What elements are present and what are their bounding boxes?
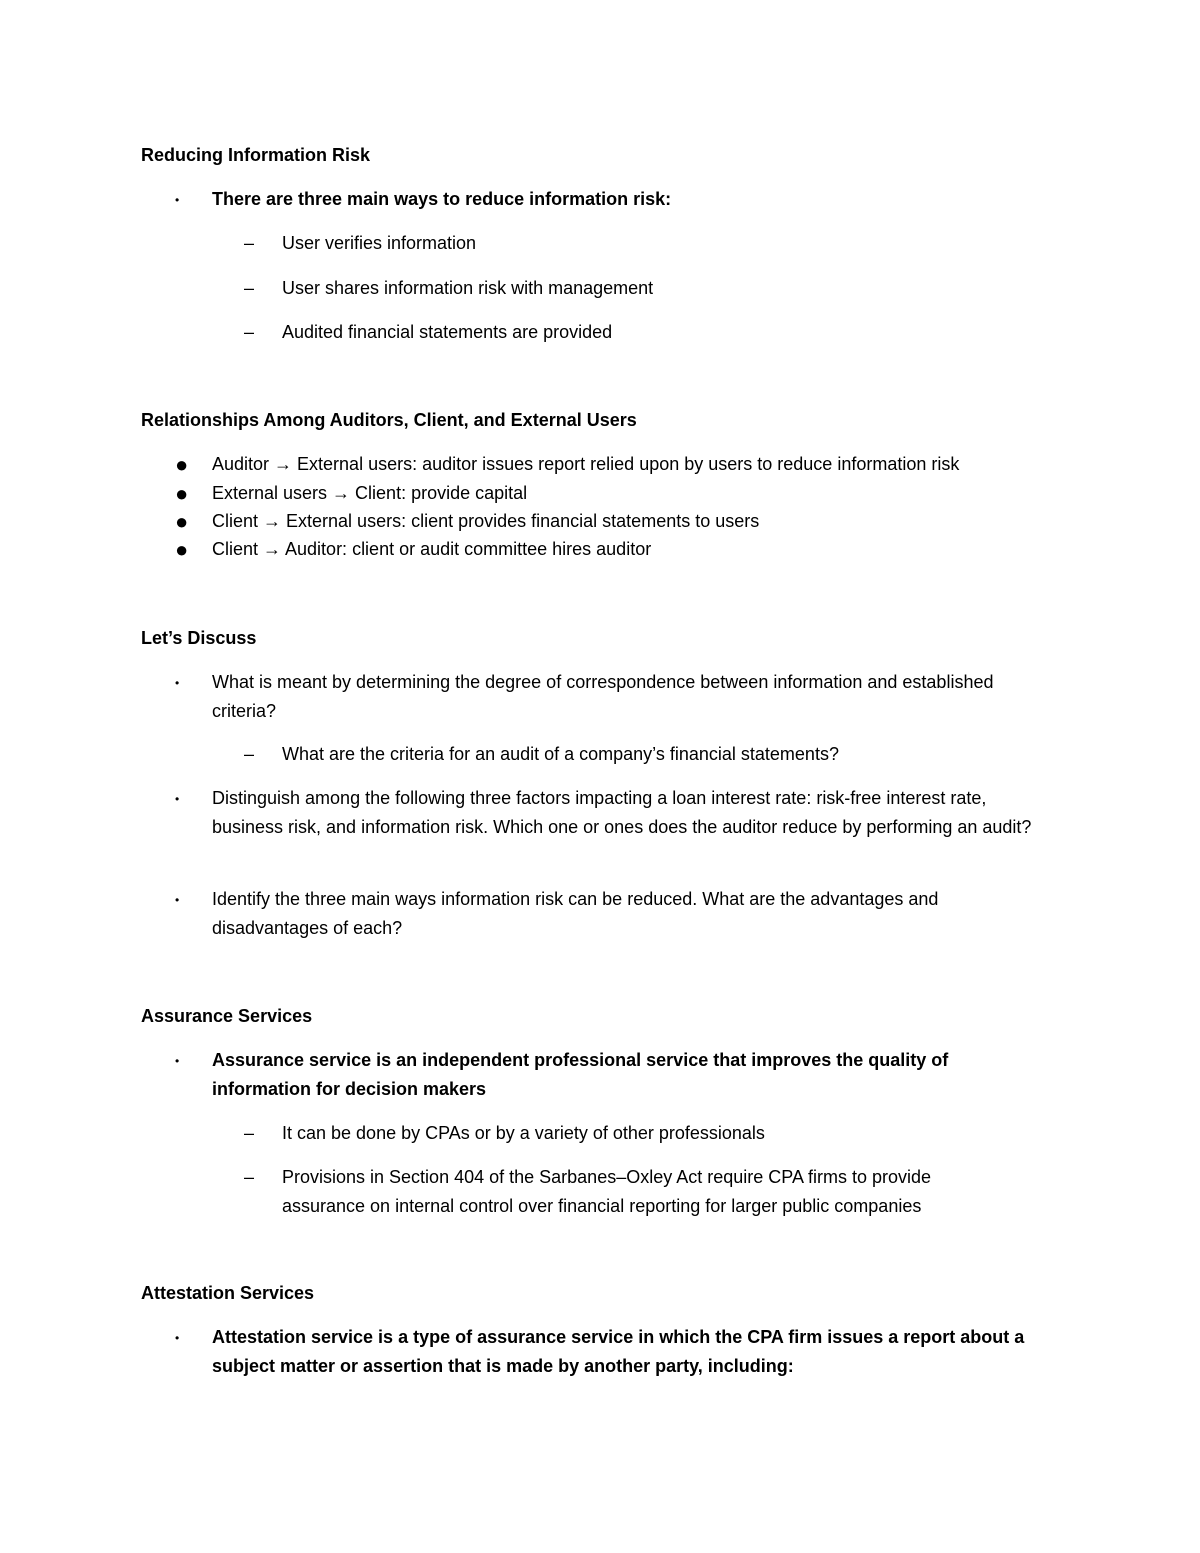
dash-marker: – xyxy=(244,744,255,764)
relationship-item-2: External users → Client: provide capital xyxy=(212,483,528,503)
assurance-sub-2: Provisions in Section 404 of the Sarbanes–Oxley Act require CPA firms to provide assurance on internal control over financial reporting for larger public companies xyxy=(282,1167,931,1216)
attestation-definition: Attestation service is a type of assurance service in which the CPA firm issues a report about a subject matter or assertion that is made by another party, including: xyxy=(212,1327,1025,1376)
reducing-item-2: User shares information risk with management xyxy=(282,278,654,298)
heading-attestation-services: Attestation Services xyxy=(141,1283,315,1303)
dash-marker: – xyxy=(244,233,255,253)
dash-marker: – xyxy=(244,1123,255,1143)
reducing-item-1: User verifies information xyxy=(282,233,477,253)
bullet-marker: ● xyxy=(175,537,189,562)
heading-reducing-information-risk: Reducing Information Risk xyxy=(141,145,371,165)
bullet-marker: • xyxy=(175,1331,180,1345)
heading-lets-discuss: Let’s Discuss xyxy=(141,628,257,648)
bullet-marker: • xyxy=(175,676,180,690)
relationship-item-1: Auditor → External users: auditor issues report relied upon by users to reduce information risk xyxy=(212,454,960,474)
assurance-definition: Assurance service is an independent professional service that improves the quality of information for decision makers xyxy=(212,1050,949,1099)
heading-assurance-services: Assurance Services xyxy=(141,1006,313,1026)
dash-marker: – xyxy=(244,322,255,342)
bullet-marker: ● xyxy=(175,481,189,506)
relationship-item-4: Client → Auditor: client or audit committee hires auditor xyxy=(212,539,652,559)
discuss-question-2: Distinguish among the following three factors impacting a loan interest rate: risk-free interest rate, business risk, and information risk. Which one or ones does the auditor reduce by performing an audit? xyxy=(212,788,1032,837)
bullet-marker: • xyxy=(175,893,180,907)
reducing-intro: There are three main ways to reduce information risk: xyxy=(212,189,672,209)
bullet-marker: ● xyxy=(175,509,189,534)
bullet-marker: • xyxy=(175,792,180,806)
dash-marker: – xyxy=(244,278,255,298)
discuss-question-3: Identify the three main ways information risk can be reduced. What are the advantages and disadvantages of each? xyxy=(212,889,939,938)
reducing-item-3: Audited financial statements are provided xyxy=(282,322,613,342)
heading-relationships: Relationships Among Auditors, Client, and External Users xyxy=(141,410,637,430)
assurance-sub-1: It can be done by CPAs or by a variety of other professionals xyxy=(282,1123,765,1143)
discuss-question-1-sub: What are the criteria for an audit of a company’s financial statements? xyxy=(282,744,839,764)
dash-marker: – xyxy=(244,1167,255,1187)
relationship-item-3: Client → External users: client provides financial statements to users xyxy=(212,511,760,531)
bullet-marker: ● xyxy=(175,452,189,477)
bullet-marker: • xyxy=(175,1054,180,1068)
discuss-question-1: What is meant by determining the degree of correspondence between information and established criteria? xyxy=(212,672,994,721)
bullet-marker: • xyxy=(175,193,180,207)
